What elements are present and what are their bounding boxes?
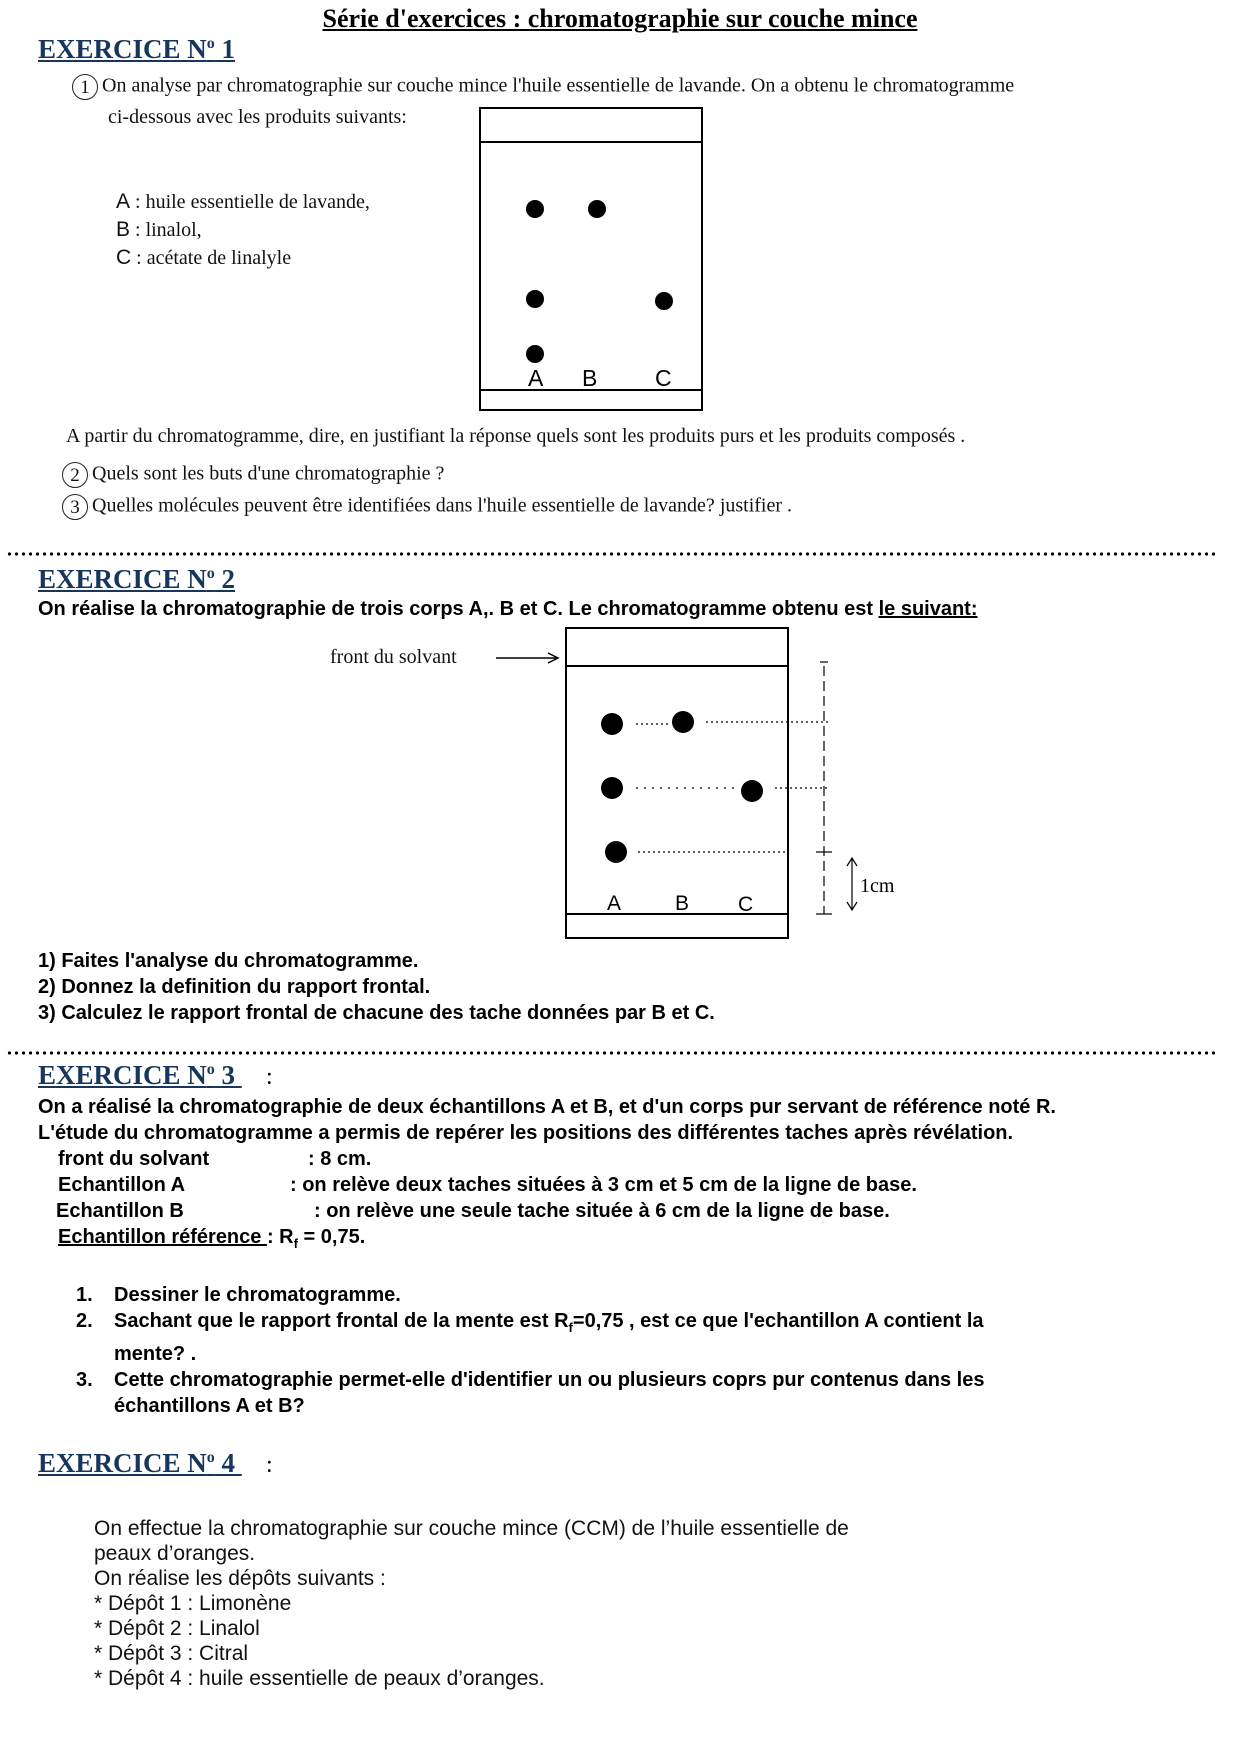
ex2-questions xyxy=(38,948,715,1026)
ex2-question-3: 3) Calculez le rapport frontal de chacune des tache données par B et C. xyxy=(38,1002,715,1024)
product-item-b: B : linalol, xyxy=(116,218,202,241)
ex3-sample-b-label: Echantillon B xyxy=(56,1200,184,1222)
lane-label-b: B xyxy=(675,892,690,915)
spot-a-2 xyxy=(601,777,623,799)
lane-label-a: A xyxy=(607,892,622,915)
chromatogram-1 xyxy=(478,106,708,416)
ex3-question-list xyxy=(76,1282,984,1419)
lane-label-b: B xyxy=(582,365,598,391)
ex1-question-2: 2 Quels sont les buts d'une chromatographie ? xyxy=(62,462,444,488)
ex3-front-value: : 8 cm. xyxy=(308,1148,372,1170)
exercise-3-heading: EXERCICE $N^o$ 3 xyxy=(38,1060,236,1090)
ex3-intro-1: On a réalisé la chromatographie de deux échantillons A et B, et d'un corps pur servant de référence noté R. xyxy=(38,1096,1056,1118)
ex3-question-3: 3. Cette chromatographie permet-elle d'identifier un ou plusieurs coprs pur contenus dans les échantillons A et B? xyxy=(76,1369,985,1417)
exercise-4-colon: : xyxy=(266,1452,273,1478)
ex4-line-2: peaux d’oranges. xyxy=(94,1542,256,1565)
deposit-item-2: * Dépôt 2 : Linalol xyxy=(94,1617,260,1640)
ex4-text-block xyxy=(94,1516,849,1691)
spot-a-3 xyxy=(605,841,627,863)
question-number-circle: 2 xyxy=(62,462,88,488)
ex2-question-1: 1) Faites l'analyse du chromatogramme. xyxy=(38,950,419,972)
ex4-line-1: On effectue la chromatographie sur couche mince (CCM) de l’huile essentielle de xyxy=(94,1517,849,1540)
deposit-item-3: * Dépôt 3 : Citral xyxy=(94,1642,249,1665)
ex2-question-2: 2) Donnez la definition du rapport frontal. xyxy=(38,976,431,998)
question-number-circle: 3 xyxy=(62,494,88,520)
deposit-item-4: * Dépôt 4 : huile essentielle de peaux d’oranges. xyxy=(94,1667,545,1690)
product-item-a: A : huile essentielle de lavande, xyxy=(116,190,370,213)
section-divider xyxy=(6,1050,1216,1056)
ex3-sample-b-value: : on relève une seule tache située à 6 cm de la ligne de base. xyxy=(314,1200,890,1222)
spot-a-1 xyxy=(601,713,623,735)
ex1-intro-line2: ci-dessous avec les produits suivants: xyxy=(108,106,407,128)
lane-label-c: C xyxy=(655,365,672,391)
front-solvent-label: front du solvant xyxy=(330,646,457,668)
ex3-front-label: front du solvant xyxy=(58,1148,210,1170)
spot-b-1 xyxy=(672,711,694,733)
exercise-3-colon: : xyxy=(266,1064,273,1090)
scale-label: 1cm xyxy=(860,875,895,897)
section-divider xyxy=(6,551,1216,557)
page-title: Série d'exercices : chromatographie sur couche mince xyxy=(322,4,918,33)
ex3-intro-2: L'étude du chromatogramme a permis de repérer les positions des différentes taches après révélation. xyxy=(38,1122,1014,1144)
spot-c-1 xyxy=(655,292,673,310)
ex3-question-1: 1. Dessiner le chromatogramme. xyxy=(76,1284,401,1306)
chromatogram-2 xyxy=(490,626,910,946)
exercise-4-heading: EXERCICE $N^o$ 4 xyxy=(38,1448,236,1478)
exercise-2-heading: EXERCICE $N^o$ 2 xyxy=(38,564,236,594)
lane-label-c: C xyxy=(738,893,754,916)
spot-a-1 xyxy=(526,200,544,218)
spot-b-1 xyxy=(588,200,606,218)
deposit-item-1: * Dépôt 1 : Limonène xyxy=(94,1592,292,1615)
ex3-question-2: 2. Sachant que le rapport frontal de la mente est $R_f=0,75$ , est ce que l'echantillon A contient la mente? . xyxy=(76,1310,984,1365)
ex1-question-1: A partir du chromatogramme, dire, en justifiant la réponse quels sont les produits purs et les produits composés . xyxy=(66,425,966,447)
ex2-intro: On réalise la chromatographie de trois corps A,. B et C. Le chromatogramme obtenu est le suivant: xyxy=(38,598,978,620)
exercise-1-heading: EXERCICE $N^o$ 1 xyxy=(38,34,236,64)
ex4-line-3: On réalise les dépôts suivants : xyxy=(94,1567,386,1590)
ex1-question-3: 3 Quelles molécules peuvent être identifiées dans l'huile essentielle de lavande? justifier . xyxy=(62,494,792,520)
product-item-c: C : acétate de linalyle xyxy=(116,246,292,269)
question-number-circle: 1 xyxy=(72,74,98,100)
ex3-reference: Echantillon référence : $R_f = 0,75$. xyxy=(58,1226,366,1251)
spot-a-2 xyxy=(526,290,544,308)
ex3-sample-a-value: : on relève deux taches situées à 3 cm et 5 cm de la ligne de base. xyxy=(290,1174,917,1196)
spot-c-1 xyxy=(741,780,763,802)
ex1-product-list xyxy=(116,188,370,272)
spot-a-3 xyxy=(526,345,544,363)
ex1-intro-line1: 1 On analyse par chromatographie sur couche mince l'huile essentielle de lavande. On a obtenu le chromatogramme xyxy=(72,74,1014,100)
ex3-sample-a-label: Echantillon A xyxy=(58,1174,186,1196)
lane-label-a: A xyxy=(528,365,544,391)
